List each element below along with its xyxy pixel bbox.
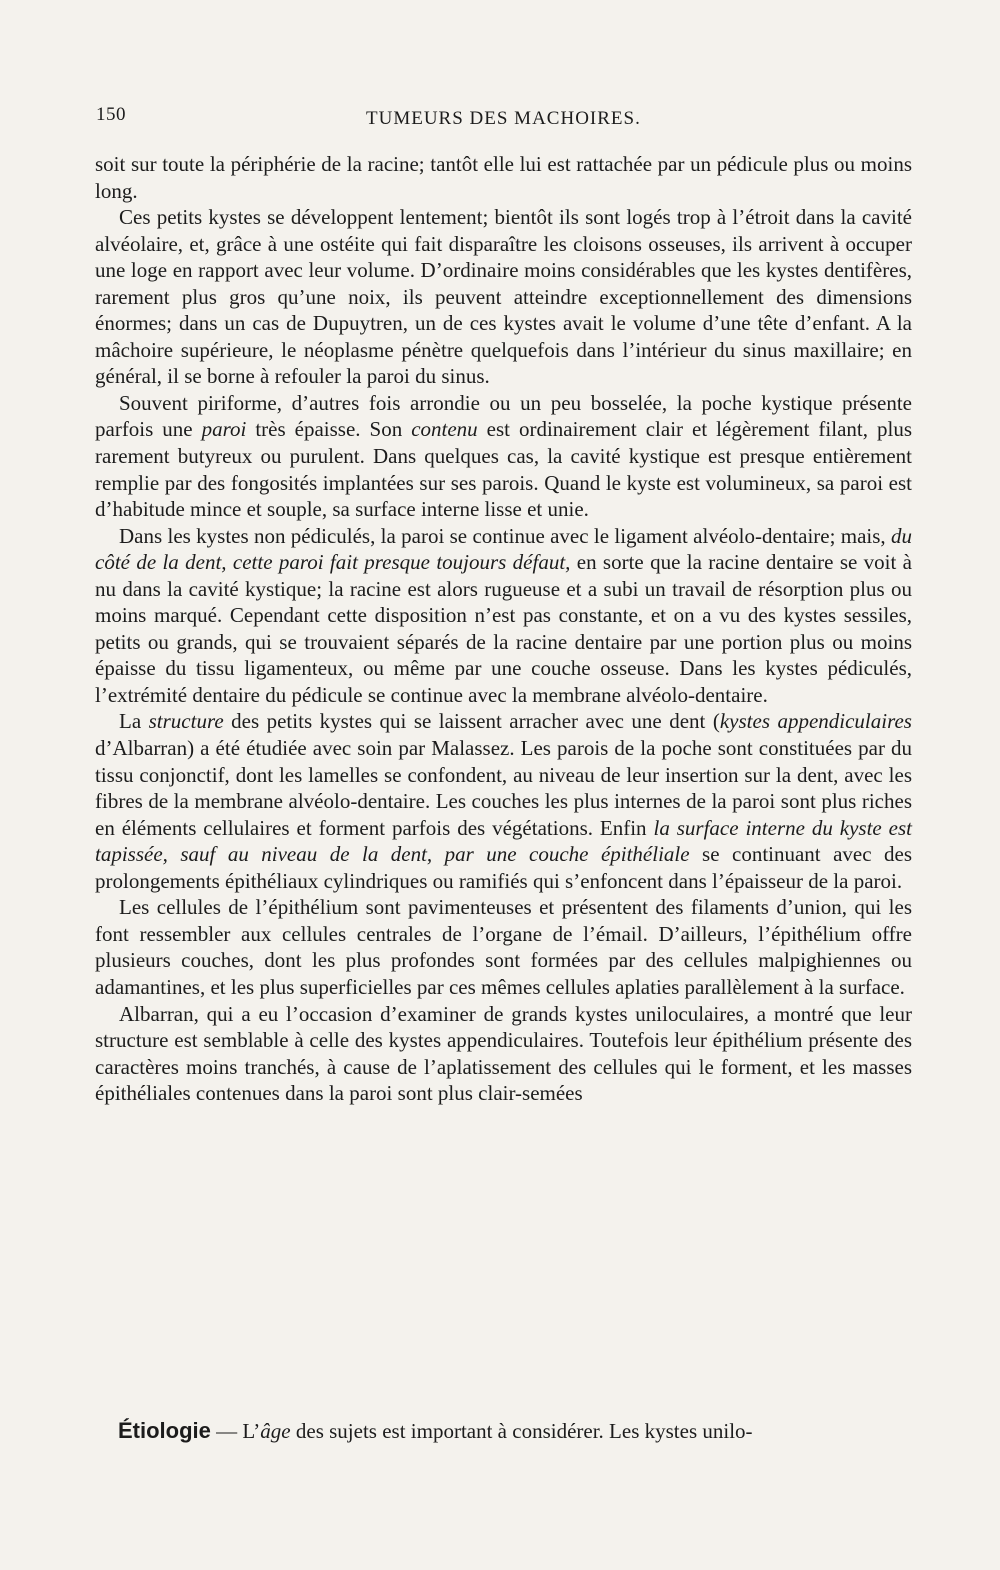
text-span: Dans les kystes non pédiculés, la paroi se continue avec le ligament alvéolo-dentaire; mais, xyxy=(119,523,891,548)
text-span: des petits kystes qui se laissent arracher avec une dent ( xyxy=(223,709,720,734)
text-span: d’Albarran) a été étudiée avec soin par Malassez. Les parois de la poche sont constituées par du tissu conjonctif, dont les lamelles se confondent, au niveau de leur insertion sur la dent, avec les fibres de la membrane alvéolo-dentaire. Les couches les plus internes de la paroi sont plus riches en éléments cellulaires et forment parfois des végétations. Enfin xyxy=(95,736,912,840)
text-span: Souvent piriforme, d’autres fois arrondie ou un peu bosselée, la poche kystique présente parfois une xyxy=(95,390,912,442)
italic-phrase: du côté de la dent, cette paroi fait presque toujours défaut, xyxy=(95,523,912,575)
paragraph xyxy=(95,523,912,709)
italic-term: paroi xyxy=(201,417,247,442)
text-span: soit sur toute la périphérie de la racine; tantôt elle lui est rattachée par un pédicule plus ou moins long. xyxy=(95,152,912,203)
page-number: 150 xyxy=(96,104,126,125)
italic-term: contenu xyxy=(411,417,478,442)
paragraph xyxy=(95,894,912,1000)
text-span: en sorte que la racine dentaire se voit à nu dans la cavité kystique; la racine est alors rugueuse et a subi un travail de résorption plus ou moins marqué. Cependant cette disposition n’est pas constante, et on a vu des kystes sessiles, petits ou grands, qui se trouvaient séparés de la racine dentaire par une portion plus ou moins épaisse du tissu ligamenteux, ou même par une couche osseuse. Dans les kystes pédiculés, l’extrémité dentaire du pédicule se continue avec la membrane alvéolo-dentaire. xyxy=(95,550,912,707)
paragraph xyxy=(95,151,912,204)
section-heading: Étiologie xyxy=(118,1418,211,1443)
italic-term: kystes appendiculaires xyxy=(719,709,912,734)
paragraph xyxy=(95,390,912,523)
text-span: est ordinairement clair et légèrement filant, plus rarement butyreux ou purulent. Dans quelques cas, la cavité kystique est presque entièrement remplie par des fongosités implantées sur ses parois. Quand le kyste est volumineux, sa paroi est d’habitude mince et souple, sa surface interne lisse et unie. xyxy=(95,417,912,522)
etiologie-section xyxy=(118,1418,912,1444)
page-header xyxy=(96,104,912,134)
body-text xyxy=(95,151,912,1107)
paragraph xyxy=(95,708,912,894)
text-span: très épaisse. Son xyxy=(246,417,412,442)
text-span: La xyxy=(119,709,149,734)
italic-phrase: la surface interne du kyste est tapissée, sauf au niveau de la dent, par une couche épithéliale xyxy=(95,815,913,867)
paragraph xyxy=(95,204,912,390)
italic-term: structure xyxy=(148,709,224,734)
italic-term: âge xyxy=(260,1419,291,1443)
text-span: Albarran, qui a eu l’occasion d’examiner de grands kystes uniloculaires, a montré que leur structure est semblable à celle des kystes appendiculaires. Toutefois leur épithélium présente des caractères moins tranchés, à cause de l’aplatissement des cellules qui le forment, et les masses épithéliales contenues dans la paroi sont plus clair-semées xyxy=(95,1001,912,1106)
paragraph xyxy=(95,1001,912,1107)
running-title: TUMEURS DES MACHOIRES. xyxy=(366,108,641,129)
text-span: Les cellules de l’épithélium sont pavimenteuses et présentent des filaments d’union, qui les font ressembler aux cellules centrales de l’organe de l’émail. D’ailleurs, l’épithélium offre plusieurs couches, dont les plus profondes sont formées par des cellules malpighiennes ou adamantines, et les plus superficielles par ces mêmes cellules aplaties parallèlement à la surface. xyxy=(95,895,912,999)
text-span: des sujets est important à considérer. Les kystes unilo- xyxy=(290,1419,753,1443)
text-span: Ces petits kystes se développent lentement; bientôt ils sont logés trop à l’étroit dans la cavité alvéolaire, et, grâce à une ostéite qui fait disparaître les cloisons osseuses, ils arrivent à occuper une loge en rapport avec leur volume. D’ordinaire moins considérables que les kystes dentifères, rarement plus gros qu’une noix, ils peuvent atteindre exceptionnellement des dimensions énormes; dans un cas de Dupuytren, un de ces kystes avait le volume d’une tête d’enfant. A la mâchoire supérieure, le néoplasme pénètre quelquefois dans l’intérieur du sinus maxillaire; en général, il se borne à refouler la paroi du sinus. xyxy=(95,205,912,389)
text-span: se continuant avec des prolongements épithéliaux cylindriques ou ramifiés qui s’enfoncent dans l’épaisseur de la paroi. xyxy=(95,842,913,893)
text-span: — L’ xyxy=(210,1419,261,1443)
